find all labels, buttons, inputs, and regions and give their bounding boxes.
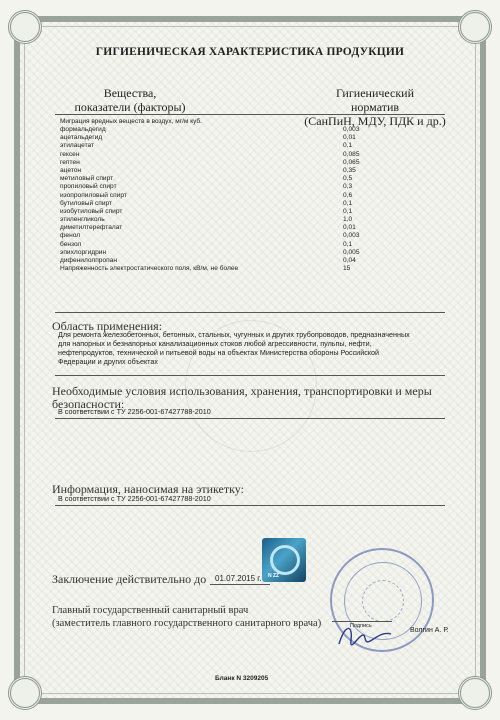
table-bottom-rule bbox=[55, 312, 445, 313]
table-row bbox=[60, 216, 390, 224]
indicator-name: пропиловый спирт bbox=[60, 183, 117, 191]
indicator-value: 0,3 bbox=[343, 183, 353, 191]
table-row bbox=[60, 183, 390, 191]
indicator-name: ацетальдегид bbox=[60, 134, 103, 142]
table-row bbox=[60, 224, 390, 232]
label-info-label: Информация, наносимая на этикетку: bbox=[52, 482, 244, 496]
table-row bbox=[60, 192, 390, 200]
label-info-rule bbox=[55, 505, 445, 506]
indicator-name: дифенилолпропан bbox=[60, 257, 118, 264]
indicator-name: ацетон bbox=[60, 166, 82, 174]
indicator-value: 15 bbox=[343, 265, 351, 273]
hologram-tag: N ZZ bbox=[268, 573, 280, 579]
scope-rule bbox=[55, 375, 445, 376]
table-row bbox=[60, 249, 390, 257]
header-substances: Вещества, показатели (факторы) bbox=[74, 86, 186, 114]
indicator-value: 0,1 bbox=[343, 199, 353, 207]
corner-ornament bbox=[458, 10, 492, 44]
form-number: Бланк N 3209205 bbox=[215, 675, 269, 682]
table-row bbox=[60, 159, 390, 167]
table-row bbox=[60, 241, 390, 249]
table-row bbox=[60, 167, 390, 175]
signature-caption: Подпись bbox=[350, 623, 372, 629]
indicator-value: 1,0 bbox=[343, 216, 353, 224]
document-title: ГИГИЕНИЧЕСКАЯ ХАРАКТЕРИСТИКА ПРОДУКЦИИ bbox=[95, 46, 405, 58]
indicator-name: эпихлоргидрин bbox=[60, 248, 107, 256]
indicator-value: 0,1 bbox=[343, 207, 353, 215]
indicator-name: бензол bbox=[60, 240, 82, 248]
conditions-rule bbox=[55, 418, 445, 419]
validity-date: 01.07.2015 г. bbox=[215, 574, 262, 583]
header-rule bbox=[55, 114, 445, 115]
corner-ornament bbox=[458, 676, 492, 710]
conditions-text: В соответствии с ТУ 2256-001-67427788-2010 bbox=[58, 407, 211, 416]
scope-text: Для ремонта железобетонных, бетонных, стальных, чугунных и других трубопроводов, предназначенных для напорных и безнапорных канализационных стоков любой агрессивности, пульпы, нефти, нефтепродуктов, технической и питьевой воды на объектах Министерства обороны Российской Федерации и других объектах bbox=[58, 330, 410, 366]
indicators-title: Миграция вредных веществ в воздух, мг/м куб. bbox=[60, 118, 202, 125]
corner-ornament bbox=[8, 676, 42, 710]
scope-label: Область применения: bbox=[52, 319, 163, 333]
indicator-name: диметилтерефталат bbox=[60, 224, 123, 232]
header-norm: Гигиенический норматив (СанПиН, МДУ, ПДК и др.) bbox=[304, 86, 446, 128]
indicator-name: бутиловый спирт bbox=[60, 199, 113, 207]
indicator-value: 0,01 bbox=[343, 224, 356, 232]
indicator-value: 0,085 bbox=[343, 150, 360, 158]
indicator-name: изобутиловый спирт bbox=[60, 207, 123, 215]
indicator-value: 0,5 bbox=[343, 175, 353, 183]
indicator-name: гексен bbox=[60, 150, 80, 158]
indicator-value: 0,01 bbox=[343, 134, 356, 142]
validity-rule bbox=[210, 584, 270, 585]
table-row bbox=[60, 200, 390, 208]
table-row bbox=[60, 265, 390, 273]
indicator-value: 0,1 bbox=[343, 240, 353, 248]
indicator-name: этиленгликоль bbox=[60, 216, 105, 224]
hologram-ring-icon bbox=[270, 545, 300, 575]
indicator-value: 0,003 bbox=[343, 232, 360, 240]
table-row bbox=[60, 151, 390, 159]
indicator-name: метиловый спирт bbox=[60, 175, 114, 183]
indicator-value: 0,04 bbox=[343, 257, 356, 264]
indicator-name: фенол bbox=[60, 232, 81, 240]
indicators-table bbox=[60, 126, 390, 273]
validity-label: Заключение действительно до bbox=[52, 572, 207, 586]
seal-center bbox=[362, 580, 404, 622]
indicator-value: 0,1 bbox=[343, 142, 353, 150]
table-row bbox=[60, 134, 390, 142]
indicator-value: 0,065 bbox=[343, 158, 360, 166]
indicator-value: 0,003 bbox=[343, 126, 360, 133]
hologram-sticker bbox=[262, 538, 306, 582]
indicator-name: этилацетат bbox=[60, 142, 95, 150]
indicator-value: 0,005 bbox=[343, 248, 360, 256]
indicator-value: 0,35 bbox=[343, 166, 356, 174]
corner-ornament bbox=[8, 10, 42, 44]
doctor-label: Главный государственный санитарный врач (заместитель главного государственного санитарного врача) bbox=[52, 605, 322, 629]
indicator-name: изопропиловый спирт bbox=[60, 191, 127, 199]
indicator-name: формальдегид bbox=[60, 126, 106, 133]
conditions-label: Необходимые условия использования, хранения, транспортировки и меры безопасности: bbox=[52, 384, 432, 411]
table-row bbox=[60, 232, 390, 240]
label-info-text: В соответствии с ТУ 2256-001-67427788-2010 bbox=[58, 494, 211, 503]
table-row bbox=[60, 142, 390, 150]
indicator-value: 0,6 bbox=[343, 191, 353, 199]
indicator-name: Напряженность электростатического поля, кВ/м, не более bbox=[60, 265, 239, 273]
table-row bbox=[60, 208, 390, 216]
table-row bbox=[60, 126, 390, 134]
signer-name: Волгин А. Р. bbox=[410, 627, 449, 634]
indicator-name: гептен bbox=[60, 158, 80, 166]
table-row bbox=[60, 257, 390, 265]
